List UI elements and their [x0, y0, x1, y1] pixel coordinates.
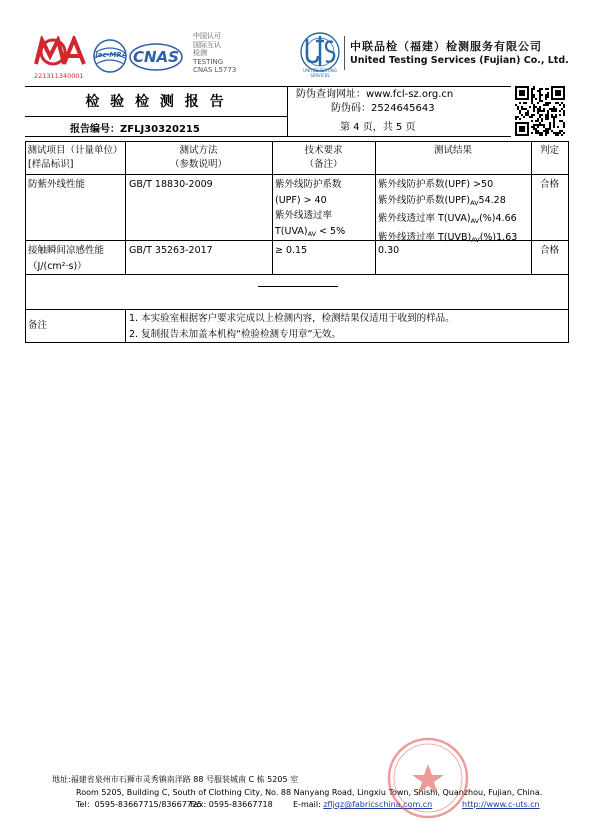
footer-web[interactable]: http://www.c-uts.cn	[462, 800, 540, 809]
cnas-accreditation-text: 中国认可 国际互认 检测 TESTING CNAS L5773	[193, 32, 237, 74]
company-name-cn: 中联品检（福建）检测服务有限公司	[350, 40, 542, 53]
row2-item: 接触瞬间凉感性能	[28, 245, 105, 256]
row1-requirement: 紫外线防护系数 (UPF) > 40 紫外线透过率 $T(UVA)_{AV} < 5\%$	[275, 179, 346, 238]
footer-address-en: Room 5205, Building C, South of Clothing City, No. 88 Nanyang Road, Lingxiu Town, Shishi, Quanzhou, Fujian, China.	[76, 788, 543, 797]
ilac-logo	[92, 38, 128, 74]
title-block-top-rule	[25, 86, 511, 87]
title-block-divider	[287, 86, 288, 136]
verify-url-label: 防伪查询网址：	[296, 89, 366, 100]
verify-code: 2524645643	[371, 103, 435, 114]
row2-bottom-rule	[25, 274, 569, 275]
col3-divider	[375, 141, 376, 274]
row2-verdict: 合格	[540, 245, 560, 256]
cma-number: 221311340001	[34, 72, 84, 80]
verify-url-line	[296, 88, 453, 101]
company-name-en: United Testing Services (Fujian) Co., Ltd.	[350, 55, 569, 66]
report-number-label: 报告编号：	[70, 124, 120, 135]
blank-row-bottom-rule	[25, 309, 569, 310]
table-row	[28, 243, 104, 274]
footer-tel: Tel：0595-83667715/83667725	[76, 800, 203, 809]
title-block-bottom-rule	[25, 136, 511, 137]
company-divider	[344, 36, 345, 70]
report-title: 检 验 检 测 报 告	[85, 94, 227, 110]
row1-results: 紫外线防护系数(UPF) >50 紫外线防护系数$(UPF)_{AV}54.28$ 紫外线透过率 $T(UVA)_{AV}(\%)4.66$ 紫外线透过率 $T(UVB)_{AV}(\%)1.63$	[378, 179, 518, 244]
header-result: 测试结果	[433, 145, 472, 156]
cma-logo	[34, 36, 90, 78]
footer-fax: Fax: 0595-83667718	[190, 800, 273, 809]
header-verdict: 判定	[539, 145, 559, 156]
table-bottom-rule	[25, 342, 569, 343]
qr-code	[515, 86, 565, 136]
header-requirement: 技术要求 （备注）	[304, 145, 343, 170]
report-number: ZFLJ30320215	[120, 124, 200, 135]
header-bottom-rule	[25, 174, 569, 175]
cnas-text: CNAS	[133, 48, 179, 66]
cnas-logo	[128, 42, 184, 72]
footer-email[interactable]: zfljqz@fabricschina.com.cn	[323, 800, 433, 809]
header-test-item: 测试项目（计量单位） [样品标识]	[27, 145, 123, 170]
uts-logo	[298, 30, 342, 76]
uts-ring-text: UNITED TESTING SERVICES	[303, 68, 337, 78]
row2-item-unit: （J/(cm²·s)）	[28, 260, 87, 272]
title-block-mid-rule	[25, 116, 287, 117]
official-seal-stamp	[386, 736, 470, 820]
footer-address-cn: 地址:福建省泉州市石狮市灵秀镇南洋路 88 号服装城南 C 栋 5205 室	[52, 775, 299, 784]
row1-method: GB/T 18830-2009	[129, 179, 213, 190]
row1-item: 防紫外线性能	[28, 179, 86, 190]
verify-code-line	[331, 102, 435, 115]
col4-divider	[531, 141, 532, 274]
notes-divider	[125, 309, 126, 342]
notes-list	[129, 311, 455, 342]
table-right-border	[568, 141, 569, 342]
verify-url[interactable]: www.fcl-sz.org.cn	[366, 89, 454, 100]
row2-result: 0.30	[378, 245, 400, 256]
ilac-text: ilac-MRA	[92, 51, 128, 59]
notes-label: 备注	[28, 320, 48, 331]
footer-email-label: E-mail:	[293, 800, 321, 809]
note-2: 2. 复制报告未加盖本机构“检验检测专用章”无效。	[129, 328, 341, 340]
table-top-rule	[25, 141, 569, 142]
report-number-line	[70, 120, 200, 135]
page-info: 第 4 页，共 5 页	[340, 122, 416, 133]
header-test-method: 测试方法 （参数说明）	[169, 145, 227, 170]
note-1: 1. 本实验室根据客户要求完成以上检测内容，检测结果仅适用于收到的样品。	[129, 313, 455, 324]
verify-code-label: 防伪码：	[331, 103, 371, 114]
row2-requirement: ≥ 0.15	[275, 245, 308, 256]
table-row	[28, 177, 85, 193]
row1-verdict: 合格	[540, 179, 560, 190]
blank-row-dash	[258, 286, 338, 287]
row2-method: GB/T 35263-2017	[129, 245, 213, 256]
